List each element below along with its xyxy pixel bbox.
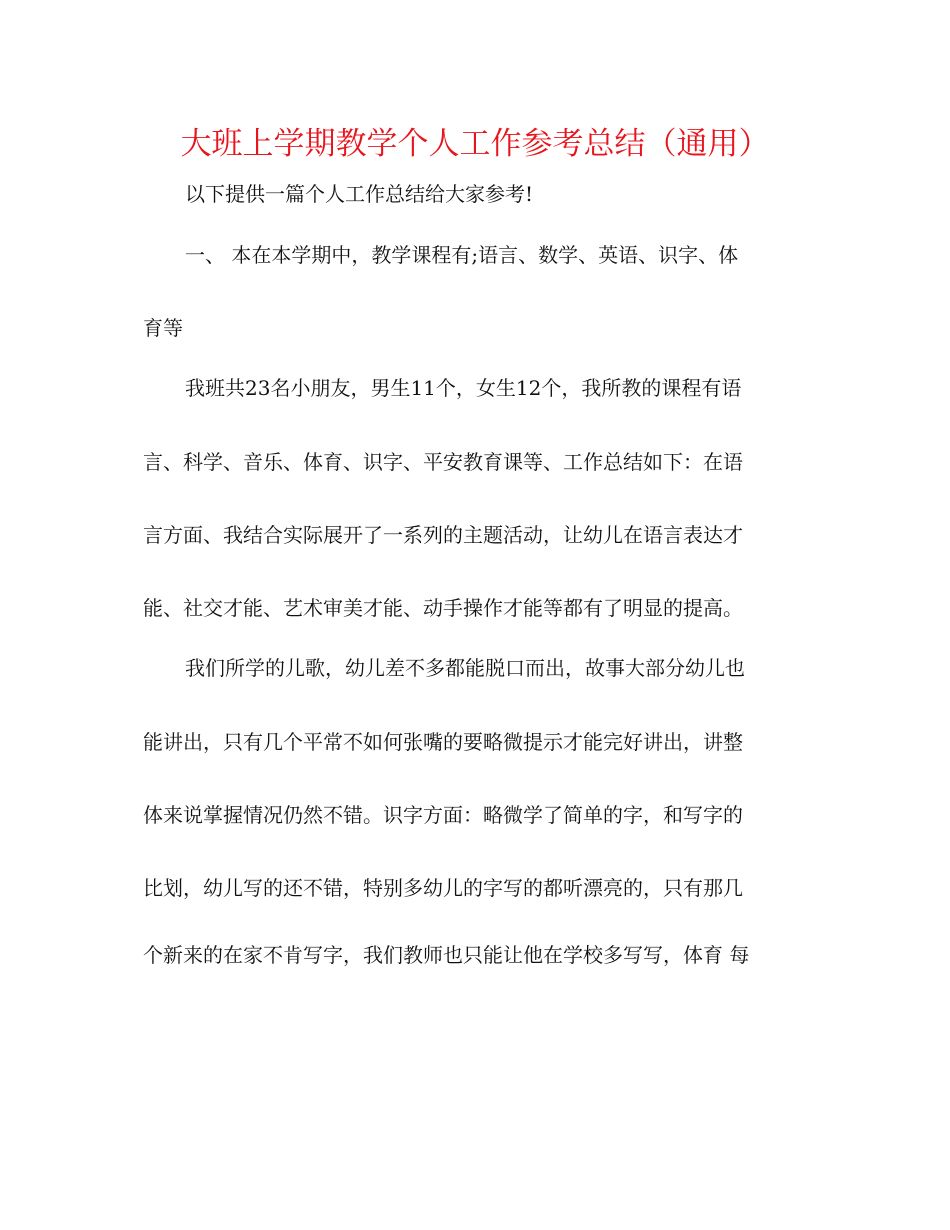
body-line: 体来说掌握情况仍然不错。识字方面：略微学了简单的字，和写字的 xyxy=(143,803,743,827)
body-line: 一、 本在本学期中，教学课程有;语言、数学、英语、识字、体 xyxy=(185,243,739,267)
body-line: 个新来的在家不肯写字，我们教师也只能让他在学校多写写，体育 每 xyxy=(143,943,750,967)
body-line: 能讲出，只有几个平常不如何张嘴的要略微提示才能完好讲出，讲整 xyxy=(143,730,743,754)
document-title: 大班上学期教学个人工作参考总结（通用） xyxy=(180,126,770,162)
body-line: 比划，幼儿写的还不错，特别多幼儿的字写的都听漂亮的，只有那几 xyxy=(143,876,743,900)
intro-line: 以下提供一篇个人工作总结给大家参考! xyxy=(185,182,534,206)
body-line: 能、社交才能、艺术审美才能、动手操作才能等都有了明显的提高。 xyxy=(143,596,743,620)
body-line: 言、科学、音乐、体育、识字、平安教育课等、工作总结如下：在语 xyxy=(143,450,743,474)
body-line: 我们所学的儿歌，幼儿差不多都能脱口而出，故事大部分幼儿也 xyxy=(185,656,745,680)
body-line: 我班共23名小朋友，男生11个，女生12个，我所教的课程有语 xyxy=(185,376,742,400)
body-line: 育等 xyxy=(143,316,183,340)
body-line: 言方面、我结合实际展开了一系列的主题活动，让幼儿在语言表达才 xyxy=(143,523,743,547)
